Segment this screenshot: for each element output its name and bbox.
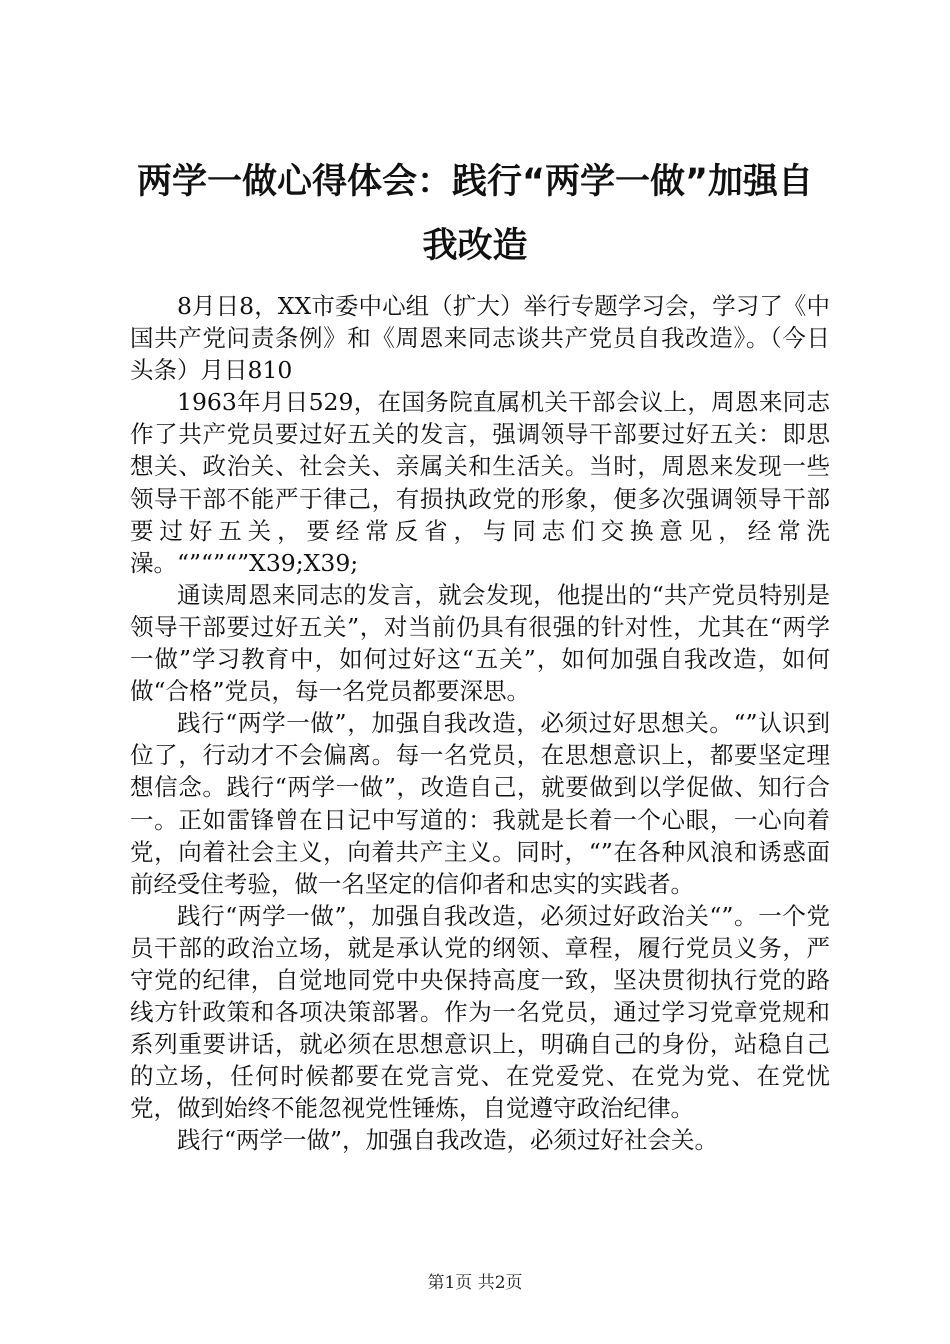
paragraph: 践行“两学一做”，加强自我改造，必须过好思想关。“”认识到位了，行动才不会偏离。每一名党员，在思想意识上，都要坚定理想信念。践行“两学一做”，改造自己，就要做到以学促做、知行合一。正如雷锋曾在日记中写道的：我就是长着一个心眼，一心向着党，向着社会主义，向着共产主义。同时，“”在各种风浪和诱惑面前经受住考验，做一名坚定的信仰者和忠实的实践者。 — [130, 709, 830, 898]
paragraph: 践行“两学一做”，加强自我改造，必须过好社会关。 — [177, 1126, 719, 1155]
paragraph: 1963年月日529，在国务院直属机关干部会议上，周恩来同志作了共产党员要过好五关的发言，强调领导干部要过好五关：即思想关、政治关、社会关、亲属关和生活关。当时，周恩来发现一些领导干部不能严于律己，有损执政党的形象，便多次强调领导干部要过好五关，要经常反省，与同志们交换意见，经常洗澡。“”“”“”X39;X39; — [130, 388, 830, 577]
document-title: 两学一做心得体会：践行“两学一做”加强自我改造 — [136, 162, 813, 266]
paragraph: 通读周恩来同志的发言，就会发现，他提出的“共产党员特别是领导干部要过好五关”，对当前仍具有很强的针对性，尤其在“两学一做”学习教育中，如何过好这“五关”，如何加强自我改造，如何做“合格”党员，每一名党员都要深思。 — [130, 580, 830, 706]
paragraph: 8月日8，XX市委中心组（扩大）举行专题学习会，学习了《中国共产党问责条例》和《周恩来同志谈共产党员自我改造》。（今日头条）月日810 — [130, 292, 830, 385]
paragraph: 践行“两学一做”，加强自我改造，必须过好政治关“”。一个党员干部的政治立场，就是承认党的纲领、章程，履行党员义务，严守党的纪律，自觉地同党中央保持高度一致，坚决贯彻执行党的路线方针政策和各项决策部署。作为一名党员，通过学习党章党规和系列重要讲话，就必须在思想意识上，明确自己的身份，站稳自己的立场，任何时候都要在党言党、在党爱党、在党为党、在党忧党，做到始终不能忽视党性锤炼，自觉遵守政治纪律。 — [130, 901, 830, 1123]
page-number-footer: 第1页 共2页 — [427, 1273, 523, 1293]
document-body — [130, 290, 830, 1157]
